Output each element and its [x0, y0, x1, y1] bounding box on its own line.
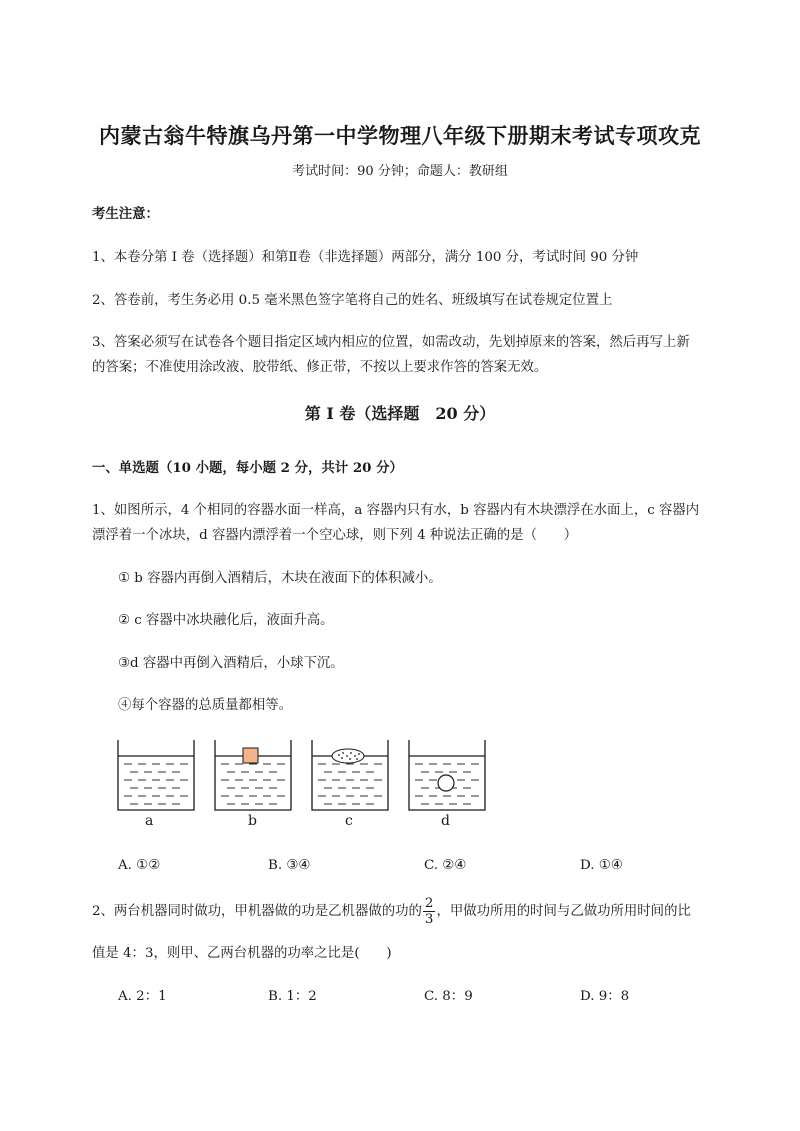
q2-option-c[interactable]: C. 8：9: [424, 989, 473, 1004]
q2-text-before: 2、两台机器同时做功，甲机器做的功是乙机器做的功的: [92, 904, 422, 919]
q1-statement-4: ④每个容器的总质量都相等。: [118, 698, 293, 713]
fraction-numerator: 2: [424, 896, 434, 911]
q1-option-c[interactable]: C. ②④: [424, 858, 467, 873]
container-c: [312, 740, 388, 810]
ice-block: [332, 749, 364, 763]
q1-statement-1: ① b 容器内再倒入酒精后，木块在液面下的体积减小。: [118, 571, 442, 586]
q2-option-a[interactable]: A. 2：1: [118, 989, 167, 1004]
q2-text-after: ，甲做功所用的时间与乙做功所用时间的比: [436, 904, 691, 919]
section-title: 第 I 卷（选择题 20 分）: [304, 404, 496, 423]
q2-option-d[interactable]: D. 9：8: [580, 989, 630, 1004]
question-1-line-2: 漂浮着一个冰块，d 容器内漂浮着一个空心球，则下列 4 种说法正确的是（ ）: [92, 528, 578, 543]
question-2-line-1: [92, 896, 691, 927]
q2-option-b[interactable]: B. 1：2: [268, 989, 317, 1004]
container-b: [215, 740, 291, 810]
container-d: [409, 740, 485, 810]
q1-option-b[interactable]: B. ③④: [268, 858, 311, 873]
exam-subtitle: 考试时间：90 分钟；命题人：教研组: [292, 164, 508, 179]
notice-item-2: 2、答卷前，考生务必用 0.5 毫米黑色签字笔将自己的姓名、班级填写在试卷规定位置上: [92, 293, 613, 308]
figure-label-c: c: [345, 813, 353, 829]
q1-option-a[interactable]: A. ①②: [118, 858, 161, 873]
container-a: [118, 740, 194, 810]
question-1-line-1: 1、如图所示，4 个相同的容器水面一样高，a 容器内只有水，b 容器内有木块漂浮在水面上，c 容器内: [92, 503, 700, 518]
hollow-ball: [438, 775, 454, 791]
figure-label-d: d: [441, 813, 450, 829]
exam-title: 内蒙古翁牛特旗乌丹第一中学物理八年级下册期末考试专项攻克: [99, 123, 701, 148]
q1-statement-3: ③d 容器中再倒入酒精后，小球下沉。: [118, 656, 344, 671]
q1-option-d[interactable]: D. ①④: [580, 858, 623, 873]
notice-item-3: 3、答案必须写在试卷各个题目指定区域内相应的位置，如需改动，先划掉原来的答案，然后再写上新: [92, 335, 690, 350]
part-heading: 一、单选题（10 小题，每小题 2 分，共计 20 分）: [92, 460, 403, 476]
notice-item-1: 1、本卷分第 I 卷（选择题）和第Ⅱ卷（非选择题）两部分，满分 100 分，考试时间 90 分钟: [92, 250, 639, 265]
notice-item-3-cont: 的答案；不准使用涂改液、胶带纸、修正带，不按以上要求作答的答案无效。: [92, 360, 548, 375]
fraction: [423, 896, 436, 927]
figure-label-a: a: [145, 813, 154, 829]
q1-statement-2: ② c 容器中冰块融化后，液面升高。: [118, 613, 334, 628]
wood-block: [243, 748, 258, 763]
figure-label-b: b: [248, 813, 257, 829]
question-2-line-2: 值是 4：3，则甲、乙两台机器的功率之比是( ): [92, 946, 392, 961]
notice-heading: 考生注意：: [92, 206, 159, 222]
fraction-denominator: 3: [424, 912, 434, 927]
